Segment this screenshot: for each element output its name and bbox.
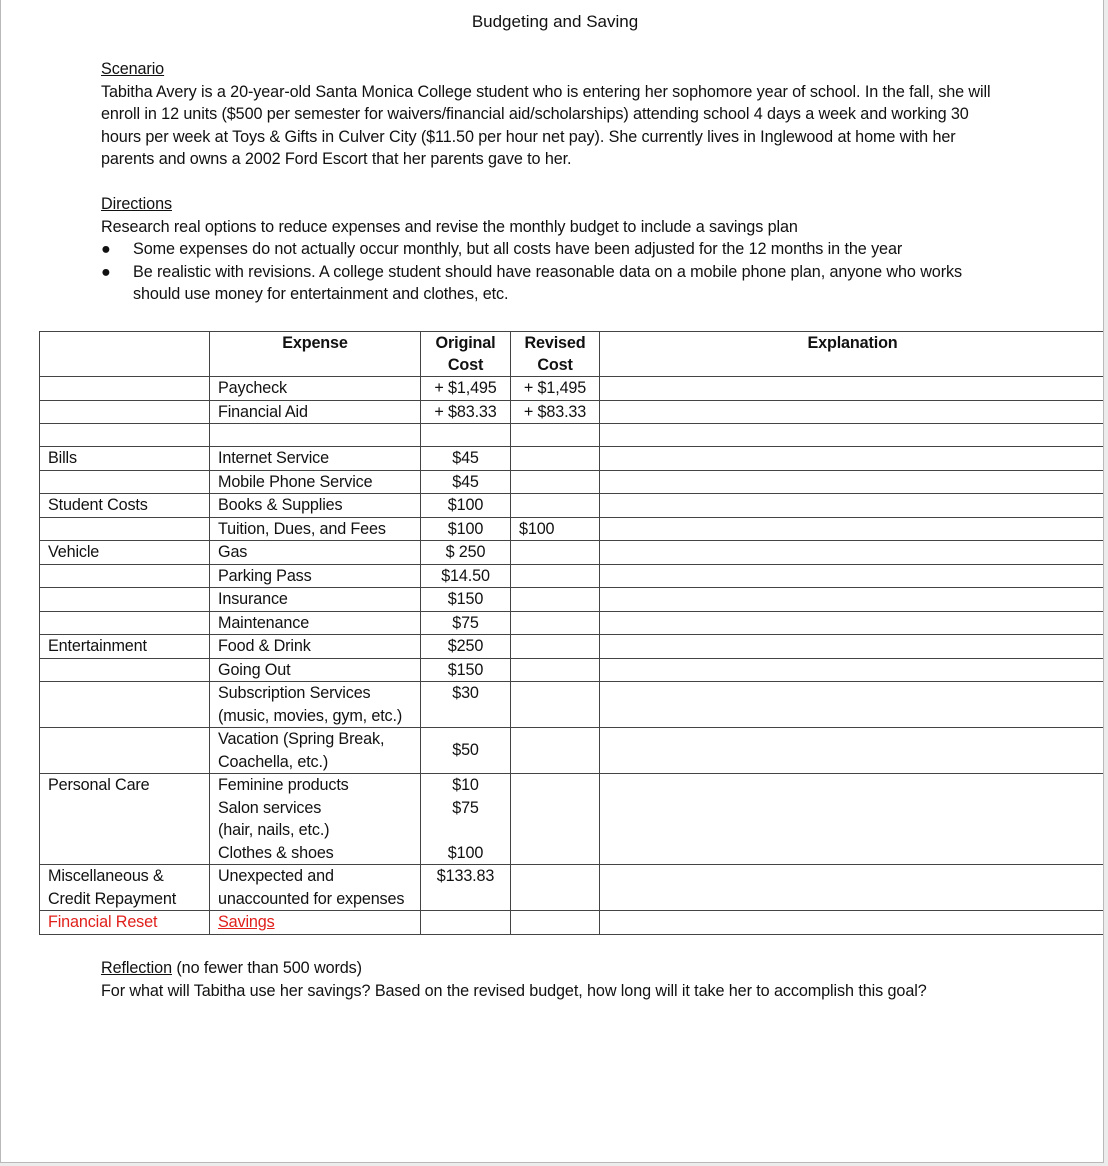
table-row [40,865,1105,911]
directions-bullet-list [101,238,1011,306]
category-cell [40,658,210,682]
category-cell [40,728,210,774]
original-cost-cell: $30 [421,682,511,728]
expense-cell: Insurance [210,588,421,612]
expense-cell: Books & Supplies [210,494,421,518]
income-label: Financial Aid [210,400,421,424]
explanation-cell[interactable] [600,400,1105,424]
explanation-cell[interactable] [600,911,1105,935]
category-cell: Entertainment [40,635,210,659]
category-cell: Bills [40,447,210,471]
revised-cost-header: Revised Cost [511,332,600,377]
expense-cell: Going Out [210,658,421,682]
bullet-text: Some expenses do not actually occur monthly, but all costs have been adjusted for the 12 months in the year [133,240,903,258]
category-cell: Financial Reset [40,911,210,935]
expense-cell: Tuition, Dues, and Fees [210,517,421,541]
table-row [40,400,1105,424]
explanation-cell[interactable] [600,658,1105,682]
expense-cell: Vacation (Spring Break, Coachella, etc.) [210,728,421,774]
explanation-cell[interactable] [600,728,1105,774]
category-cell [40,611,210,635]
revised-cost-cell[interactable] [511,682,600,728]
expense-header: Expense [210,332,421,377]
expense-cell: Internet Service [210,447,421,471]
original-cost-cell: $150 [421,658,511,682]
document-title: Budgeting and Saving [471,12,639,31]
explanation-cell[interactable] [600,377,1105,401]
table-row [40,635,1105,659]
explanation-cell[interactable] [600,611,1105,635]
revised-cost-cell[interactable] [511,658,600,682]
expense-cell: Savings [210,911,421,935]
income-label: Paycheck [210,377,421,401]
revised-cost-cell[interactable] [511,611,600,635]
table-row [40,774,1105,865]
table-row [40,494,1105,518]
explanation-cell[interactable] [600,447,1105,471]
explanation-cell[interactable] [600,774,1105,865]
category-header [40,332,210,377]
expense-line: (hair, nails, etc.) [218,821,330,839]
table-row [40,728,1105,774]
revised-cost-cell[interactable] [511,728,600,774]
original-cost-cell: $45 [421,447,511,471]
table-row [40,682,1105,728]
explanation-cell[interactable] [600,682,1105,728]
expense-line: Salon services [218,798,322,817]
category-cell [40,564,210,588]
expense-cell: Gas [210,541,421,565]
revised-cost-cell[interactable] [511,588,600,612]
original-cost-header: Original Cost [421,332,511,377]
explanation-cell[interactable] [600,865,1105,911]
revised-cost-cell[interactable] [511,635,600,659]
original-cost-cell: $100 [421,494,511,518]
explanation-cell[interactable] [600,470,1105,494]
table-row [40,611,1105,635]
category-cell [40,470,210,494]
original-cost-line: $75 [452,798,479,817]
table-row [40,377,1105,401]
revised-cost-cell[interactable] [511,865,600,911]
list-item [101,238,1011,261]
expense-cell: Mobile Phone Service [210,470,421,494]
bullet-text: Be realistic with revisions. A college student should have reasonable data on a mobile phone plan, anyone who works should use money for entertainment and clothes, etc. [133,262,962,303]
original-cost-cell: $150 [421,588,511,612]
original-cost-cell: $250 [421,635,511,659]
explanation-cell[interactable] [600,635,1105,659]
reflection-note: (no fewer than 500 words) [176,959,362,977]
original-cost-cell: $ 250 [421,541,511,565]
table-header-row [40,332,1105,377]
reflection-section [101,957,1081,1002]
category-cell [40,588,210,612]
revised-cost-cell[interactable] [511,447,600,471]
explanation-cell[interactable] [600,564,1105,588]
original-cost-cell: $133.83 [421,865,511,911]
directions-heading: Directions [101,195,172,213]
category-cell [40,400,210,424]
scenario-heading: Scenario [101,60,165,78]
table-row [40,447,1105,471]
explanation-cell[interactable] [600,517,1105,541]
revised-cost-cell[interactable]: $100 [511,517,600,541]
list-item [101,261,1011,306]
directions-text: Research real options to reduce expenses and revise the monthly budget to include a savings plan [101,217,798,236]
reflection-heading: Reflection [101,959,172,977]
reflection-question: For what will Tabitha use her savings? Based on the revised budget, how long will it take her to accomplish this goal? [101,981,927,1000]
revised-cost-cell[interactable] [511,470,600,494]
original-cost-line: $10 [452,776,479,794]
category-cell: Student Costs [40,494,210,518]
original-cost-cell: + $83.33 [421,400,511,424]
budget-table [39,331,1104,935]
directions-section [101,193,1011,306]
expense-line: Clothes & shoes [218,843,334,862]
explanation-cell[interactable] [600,494,1105,518]
expense-cell: Parking Pass [210,564,421,588]
original-cost-cell: $100 [421,517,511,541]
table-row [40,911,1105,935]
revised-cost-cell[interactable] [511,541,600,565]
scenario-text: Tabitha Avery is a 20-year-old Santa Monica College student who is entering her sophomore year of school. In the fall, she will enroll in 12 units ($500 per semester for waivers/financial aid/scholarships) attending school 4 days a week and working 30 hours per week at Toys & Gifts in Culver City ($11.50 per hour net pay). She currently lives in Inglewood at home with her parents and owns a 2002 Ford Escort that her parents gave to her. [101,82,991,168]
expense-cell: Subscription Services (music, movies, gym, etc.) [210,682,421,728]
category-cell: Personal Care [40,774,210,865]
bullet-icon: ● [101,240,111,258]
revised-cost-cell[interactable] [511,774,600,865]
table-row [40,658,1105,682]
table-row [40,470,1105,494]
original-cost-cell: $50 [421,728,511,774]
original-cost-cell: $45 [421,470,511,494]
scenario-section [101,58,1011,171]
bullet-icon: ● [101,262,111,281]
revised-cost-cell[interactable] [511,564,600,588]
explanation-cell[interactable] [600,588,1105,612]
expense-cell: Food & Drink [210,635,421,659]
expense-cell: Maintenance [210,611,421,635]
table-row [40,517,1105,541]
table-row [40,424,1105,447]
original-cost-cell: $75 [421,611,511,635]
revised-cost-cell[interactable] [511,494,600,518]
original-cost-cell: + $1,495 [421,377,511,401]
category-cell [40,377,210,401]
revised-cost-cell[interactable]: + $83.33 [511,400,600,424]
expense-cell [210,774,421,865]
original-cost-cell [421,911,511,935]
category-cell: Miscellaneous & Credit Repayment [40,865,210,911]
explanation-cell[interactable] [600,541,1105,565]
category-cell [40,682,210,728]
original-cost-cell [421,774,511,865]
reflection-heading-line [101,957,1081,980]
revised-cost-cell[interactable]: + $1,495 [511,377,600,401]
original-cost-line [421,819,510,842]
expense-line: Feminine products [218,776,349,794]
category-cell: Vehicle [40,541,210,565]
explanation-header: Explanation [600,332,1105,377]
original-cost-cell: $14.50 [421,564,511,588]
original-cost-line: $100 [447,843,484,862]
expense-cell: Unexpected and unaccounted for expenses [210,865,421,911]
category-cell [40,517,210,541]
table-row [40,541,1105,565]
revised-cost-cell[interactable] [511,911,600,935]
table-row [40,588,1105,612]
table-row [40,564,1105,588]
